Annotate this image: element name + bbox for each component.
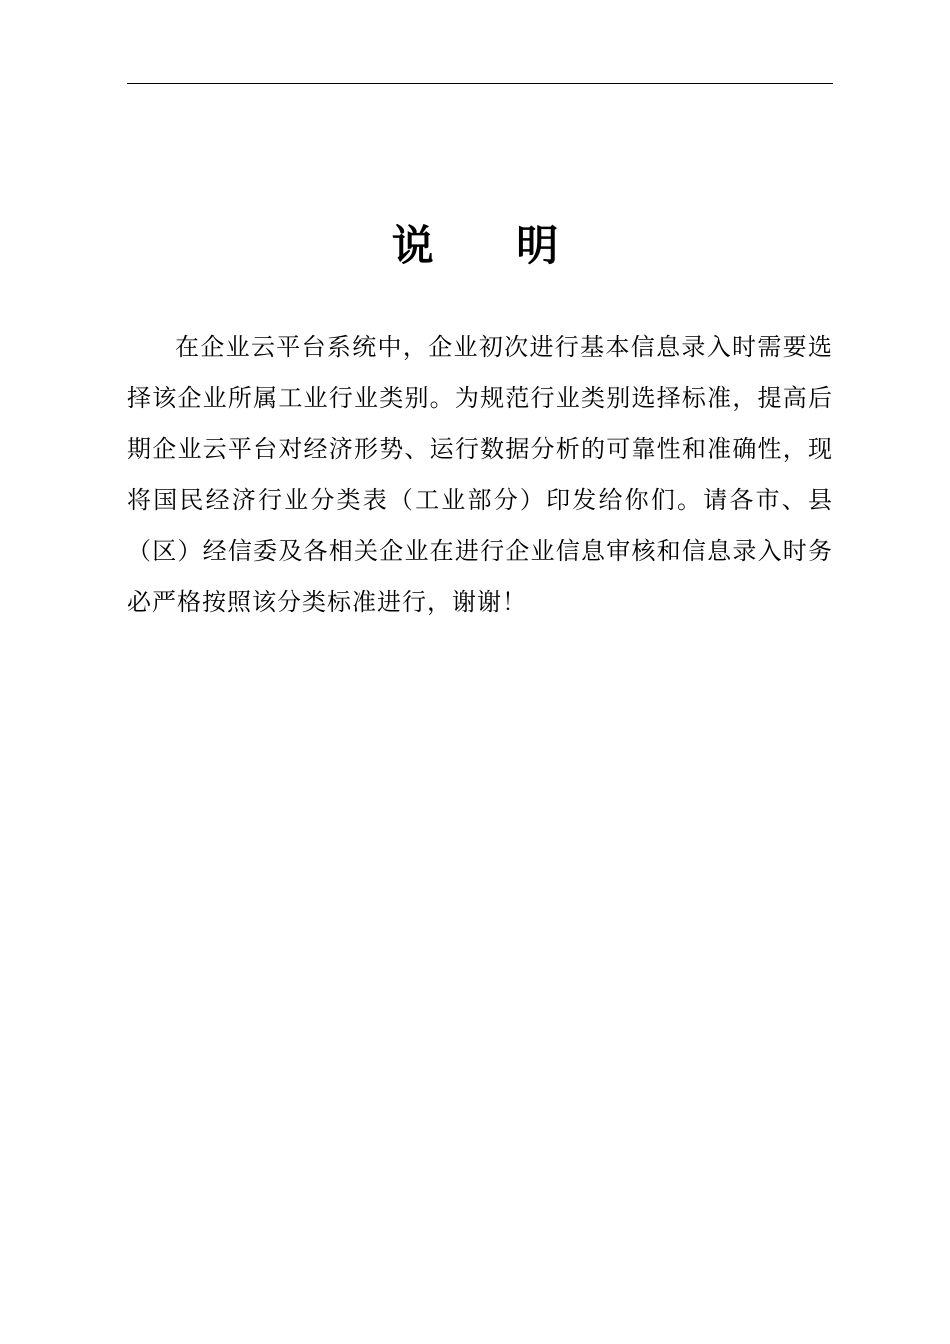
page-title: 说 明 <box>391 221 593 270</box>
header-rule <box>127 83 833 84</box>
body-paragraph: 在企业云平台系统中，企业初次进行基本信息录入时需要选择该企业所属工业行业类别。为规范行业类别选择标准，提高后期企业云平台对经济形势、运行数据分析的可靠性和准确性，现将国民经济行业分类表（工业部分）印发给你们。请各市、县（区）经信委及各相关企业在进行企业信息审核和信息录入时务必严格按照该分类标准进行，谢谢！ <box>127 333 833 616</box>
